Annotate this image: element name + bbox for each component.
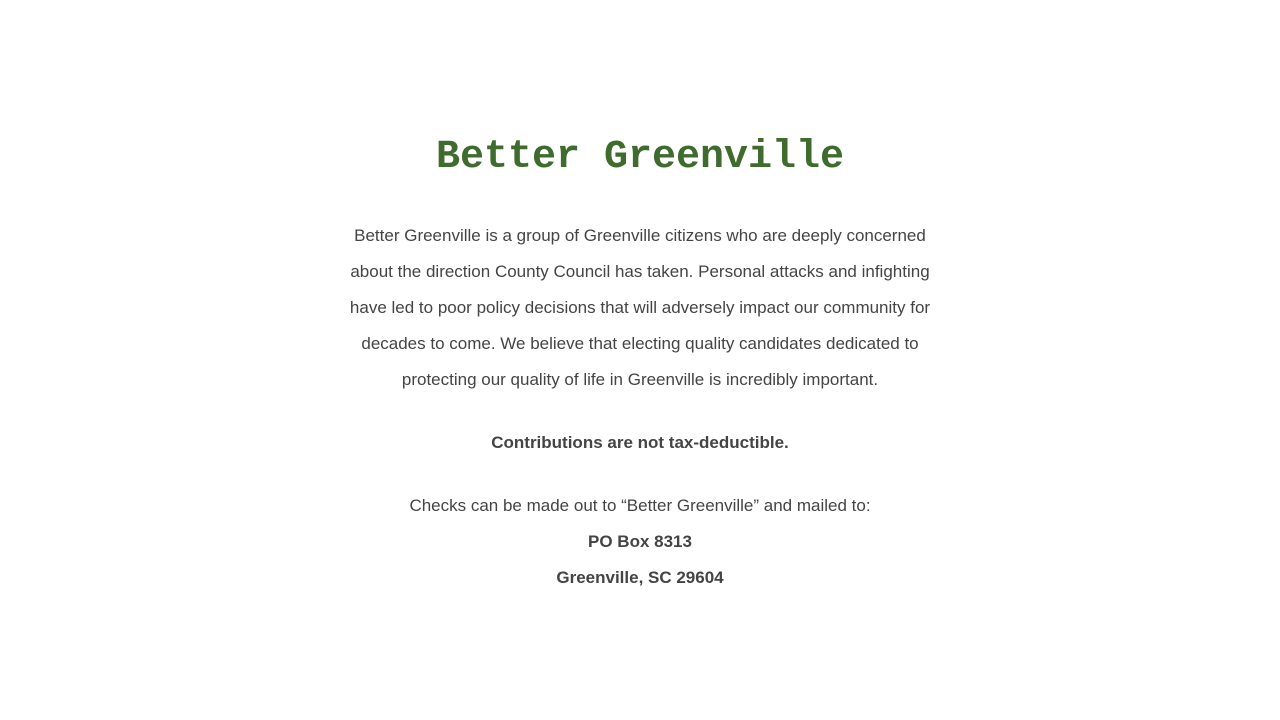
tax-deductible-note: Contributions are not tax-deductible. — [491, 433, 789, 452]
intro-paragraph: Better Greenville is a group of Greenville citizens who are deeply concerned about the direction County Council has taken. Personal attacks and infighting have led to poor policy decisions that will adversely impact our community for decades to come. We believe that electing quality candidates dedicated to protecting our quality of life in Greenville is incredibly important. — [349, 226, 931, 389]
mailing-info — [320, 488, 960, 596]
address-line-2: Greenville, SC 29604 — [556, 568, 724, 587]
main-content — [320, 130, 960, 596]
address-line-1: PO Box 8313 — [588, 532, 692, 551]
mailing-instruction: Checks can be made out to “Better Greenville” and mailed to: — [409, 496, 871, 515]
site-title: Better Greenville — [435, 135, 845, 180]
